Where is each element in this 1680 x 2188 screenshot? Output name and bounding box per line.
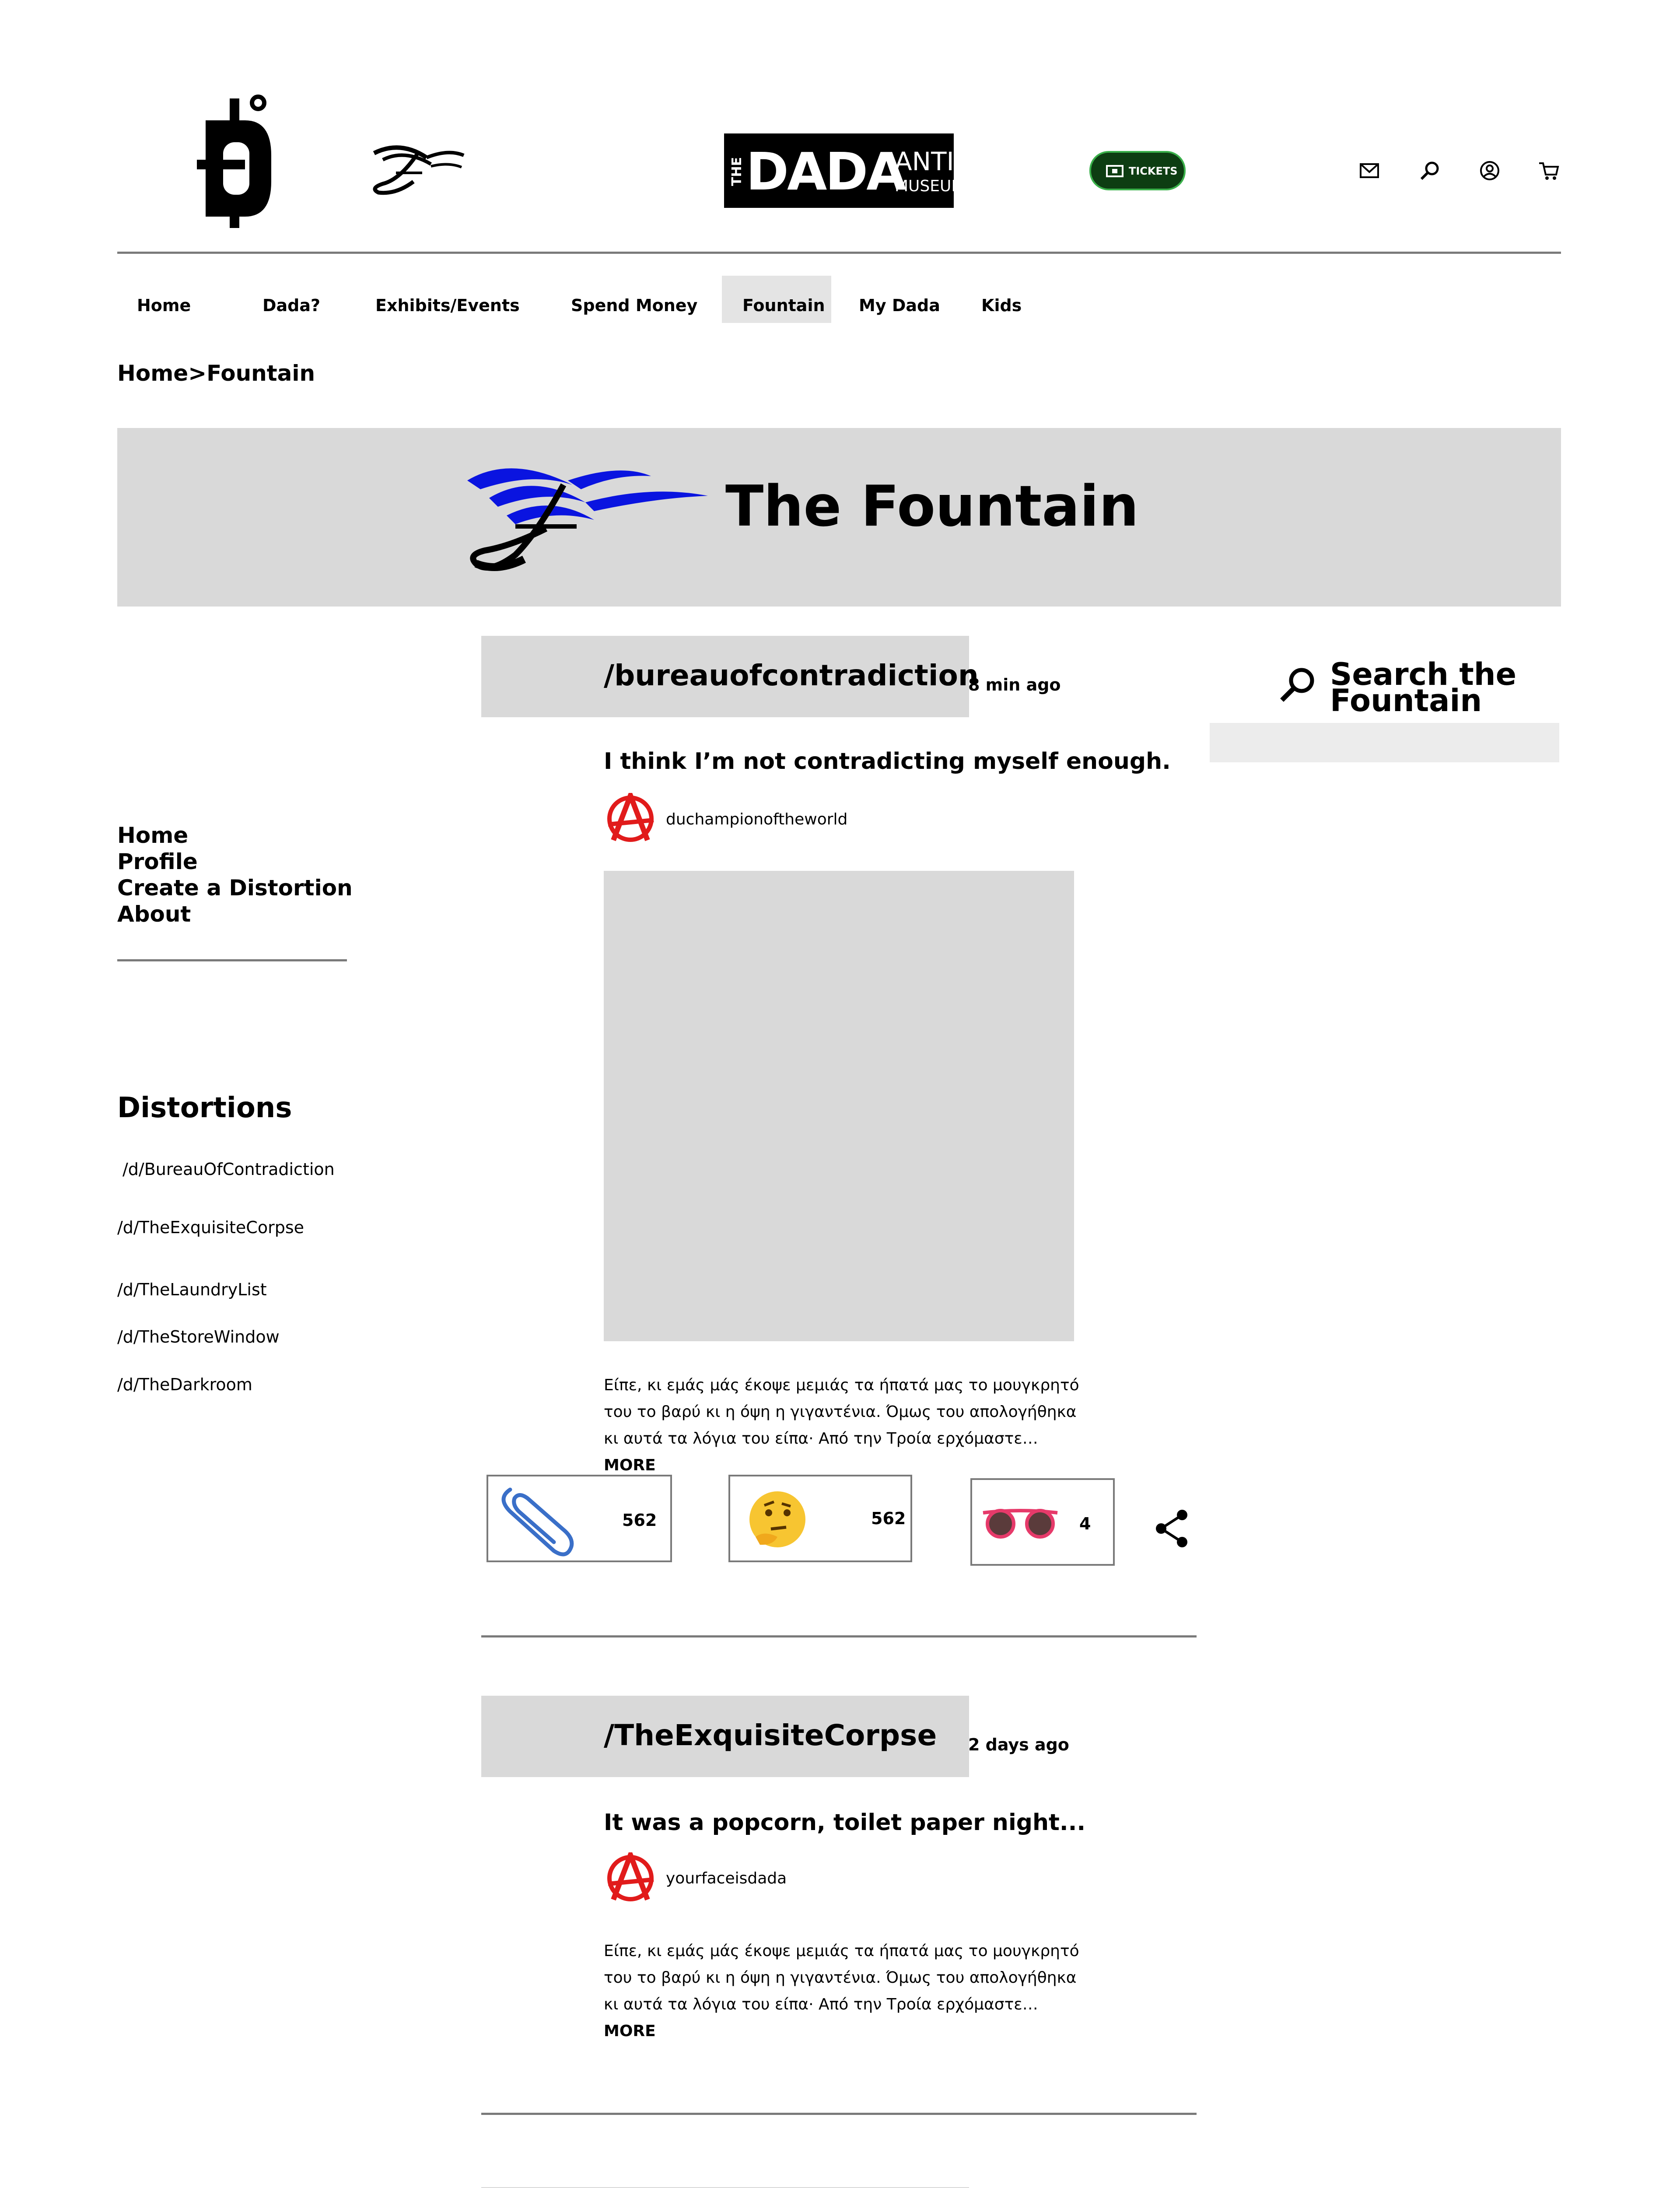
reaction-count: 562 [871, 1509, 906, 1528]
tickets-label: TICKETS [1129, 165, 1178, 177]
search-icon[interactable] [1419, 160, 1441, 182]
reaction-sunglasses[interactable] [970, 1478, 1115, 1566]
logo-the: THE [729, 157, 745, 186]
fountain-banner [117, 428, 1561, 607]
post-divider [481, 2113, 1197, 2115]
nav-my-dada[interactable]: My Dada [859, 296, 940, 315]
search-label-line2: Fountain [1330, 683, 1482, 719]
distortion-laundry-list[interactable]: /d/TheLaundryList [117, 1280, 267, 1299]
nav-fountain[interactable]: Fountain [742, 296, 825, 315]
sidebar-about[interactable]: About [117, 901, 191, 927]
distortions-heading: Distortions [117, 1092, 292, 1124]
logo-dada: DADA [746, 141, 905, 202]
post-time: 8 min ago [968, 675, 1061, 694]
anarchy-avatar-icon[interactable] [605, 793, 656, 845]
logo-anti: ANTI- [895, 147, 963, 176]
post-body-line: Είπε, κι εμάς μάς έκοψε μεμιάς τα ήπατά μας το μουγκρητό [604, 1942, 1079, 1960]
distortion-store-window[interactable]: /d/TheStoreWindow [117, 1327, 280, 1346]
post-body-text: κι αυτά τα λόγια του είπα· Από την Τροία ερχόμαστε… [604, 1995, 1038, 2013]
logo-museum: MUSEUM [895, 177, 965, 195]
post-image[interactable] [604, 871, 1074, 1341]
post-body-text: κι αυτά τα λόγια του είπα· Από την Τροία ερχόμαστε… [604, 1430, 1038, 1448]
sidebar-divider [117, 959, 347, 961]
more-link[interactable]: MORE [604, 2022, 656, 2040]
sidebar-profile[interactable]: Profile [117, 849, 198, 874]
distortion-exquisite-corpse[interactable]: /d/TheExquisiteCorpse [117, 1218, 304, 1237]
post-body-line [604, 1991, 1085, 2044]
banner-title: The Fountain [725, 474, 1139, 539]
reaction-count: 562 [622, 1511, 657, 1530]
post-subreddit[interactable]: /bureauofcontradiction [604, 659, 979, 692]
dada-anti-museum-logo[interactable] [724, 133, 965, 208]
more-link[interactable]: MORE [604, 1456, 656, 1474]
reaction-paperclip[interactable] [486, 1475, 672, 1562]
anarchy-avatar-icon[interactable] [605, 1852, 656, 1904]
nav-kids[interactable]: Kids [981, 296, 1022, 315]
tickets-button[interactable] [1089, 151, 1186, 190]
sidebar-home[interactable]: Home [117, 823, 189, 848]
reaction-thinking[interactable] [728, 1475, 912, 1562]
sunglasses-icon [981, 1506, 1060, 1541]
thinking-face-icon [747, 1489, 808, 1550]
header-divider [117, 252, 1561, 254]
sidebar-create-distortion[interactable]: Create a Distortion [117, 875, 353, 901]
cart-icon[interactable] [1538, 160, 1560, 182]
post-body [604, 1938, 1085, 2044]
nav-dada[interactable]: Dada? [262, 296, 321, 315]
ticket-icon [1106, 165, 1124, 177]
post-body-line: του το βαρύ κι η όψη η γιγαντένια. Όμως του απολογήθηκα [604, 1403, 1077, 1421]
nav-exhibits-events[interactable]: Exhibits/Events [375, 296, 520, 315]
post-body-line: Είπε, κι εμάς μάς έκοψε μεμιάς τα ήπατά μας το μουγκρητό [604, 1376, 1079, 1394]
post-body-line: του το βαρύ κι η όψη η γιγαντένια. Όμως του απολογήθηκα [604, 1969, 1077, 1987]
fountain-logo-small[interactable] [365, 140, 466, 197]
distortion-bureau[interactable]: /d/BureauOfContradiction [122, 1160, 335, 1179]
nav-home[interactable]: Home [137, 296, 191, 315]
post-author[interactable]: duchampionoftheworld [666, 810, 848, 828]
search-icon[interactable] [1278, 665, 1317, 705]
dada-coin-logo[interactable] [192, 94, 280, 230]
post-subreddit[interactable]: /TheExquisiteCorpse [604, 1718, 937, 1752]
breadcrumb[interactable]: Home>Fountain [117, 361, 315, 386]
reaction-count: 4 [1079, 1514, 1091, 1533]
post-title[interactable]: I think I’m not contradicting myself enough. [604, 748, 1171, 775]
nav-spend-money[interactable]: Spend Money [571, 296, 698, 315]
post-author[interactable]: yourfaceisdada [666, 1869, 787, 1887]
share-icon[interactable] [1155, 1509, 1190, 1548]
post-title[interactable]: It was a popcorn, toilet paper night... [604, 1809, 1086, 1836]
search-input[interactable] [1210, 723, 1559, 762]
distortion-darkroom[interactable]: /d/TheDarkroom [117, 1375, 252, 1394]
mail-icon[interactable] [1358, 160, 1380, 182]
post-body [604, 1372, 1085, 1479]
paperclip-icon [493, 1481, 580, 1560]
post-body-line [604, 1425, 1085, 1479]
user-icon[interactable] [1479, 160, 1501, 182]
post-divider [481, 1635, 1197, 1637]
post-time: 2 days ago [968, 1735, 1069, 1754]
search-label-line1: Search the [1330, 656, 1517, 692]
fountain-logo-large [463, 454, 717, 572]
